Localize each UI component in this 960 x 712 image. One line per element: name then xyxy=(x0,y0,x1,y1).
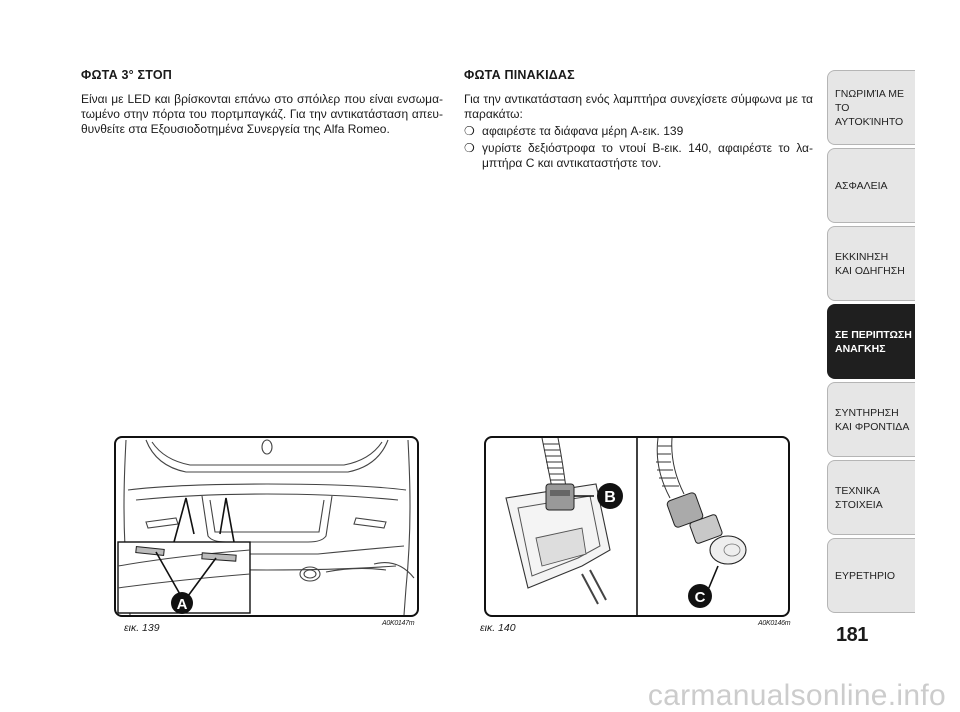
tab-label-line1: ΣΥΝΤΗΡΗΣΗ xyxy=(835,406,899,419)
bullet-icon: ❍ xyxy=(464,124,475,138)
lamp-holder-illustration xyxy=(486,438,788,615)
tab-label-line2: ΑΝΑΓΚΗΣ xyxy=(835,342,886,355)
tab-label-line1: ΤΕΧΝΙΚΑ xyxy=(835,484,880,497)
section-intro: Για την αντικατάσταση ενός λαμπτήρα συνεχίσετε σύμφωνα με τα παρακάτω: xyxy=(464,92,813,121)
tab-starting-driving[interactable] xyxy=(827,226,915,301)
tab-technical-data[interactable] xyxy=(827,460,915,535)
section-title: ΦΩΤΑ 3° ΣΤΟΠ xyxy=(81,68,172,82)
tab-label-line1: ΓΝΩΡΙΜΊΑ ΜΕ ΤΟ xyxy=(835,87,905,114)
tab-maintenance[interactable] xyxy=(827,382,915,457)
bullet-icon: ❍ xyxy=(464,141,475,155)
socket-b xyxy=(546,484,574,510)
figure-139 xyxy=(114,436,419,617)
tab-label-line2: ΚΑΙ ΦΡΟΝΤΙΔΑ xyxy=(835,420,910,433)
tab-index[interactable] xyxy=(827,538,915,613)
list-item xyxy=(464,124,813,139)
tab-label-line1: ΑΣΦΑΛΕΙΑ xyxy=(835,179,888,192)
instruction-list xyxy=(464,124,813,171)
figure-140-caption: εικ. 140 xyxy=(480,622,516,634)
car-rear-illustration xyxy=(116,438,417,615)
section-title: ΦΩΤΑ ΠΙΝΑΚΙΔΑΣ xyxy=(464,68,575,82)
section-third-brake-light xyxy=(81,68,443,137)
figure-140-code: A0K0146m xyxy=(758,620,791,627)
tab-label-line1: ΕΚΚΙΝΗΣΗ xyxy=(835,250,889,263)
tab-label-line2: ΚΑΙ ΟΔΗΓΗΣΗ xyxy=(835,264,905,277)
callout-c-label: C xyxy=(694,589,706,606)
section-plate-lights xyxy=(464,68,813,173)
list-item-text: γυρίστε δεξιόστροφα το ντουί B-εικ. 140, αφαιρέστε το λα-μπτήρα C και αντικαταστήστε τον. xyxy=(482,141,813,170)
tab-safety[interactable] xyxy=(827,148,915,223)
tab-label-line2: ΑΥΤΟΚΊΝΗΤΟ xyxy=(835,115,904,128)
chapter-tabs xyxy=(827,70,917,616)
watermark: carmanualsonline.info xyxy=(647,679,946,712)
tab-label-line1: ΣΕ ΠΕΡΙΠΤΩΣΗ xyxy=(835,328,912,341)
callout-b-label: B xyxy=(604,489,616,506)
tab-label-line1: ΕΥΡΕΤΗΡΙΟ xyxy=(835,569,896,582)
figure-139-caption: εικ. 139 xyxy=(124,622,160,634)
callout-a-label: A xyxy=(176,596,188,613)
tab-getting-to-know[interactable] xyxy=(827,70,915,145)
bulb-c xyxy=(710,536,746,564)
page-number: 181 xyxy=(836,624,868,646)
figure-139-code: A0K0147m xyxy=(382,620,415,627)
list-item xyxy=(464,141,813,171)
tab-emergency[interactable] xyxy=(827,304,915,379)
figure-140 xyxy=(484,436,790,617)
tab-label-line2: ΣΤΟΙΧΕΙΑ xyxy=(835,498,883,511)
list-item-text: αφαιρέστε τα διάφανα μέρη A-εικ. 139 xyxy=(482,124,684,138)
section-body: Είναι με LED και βρίσκονται επάνω στο σπόιλερ που είναι ενσωμα-τωμένο στην πόρτα του πορτμπαγκάζ. Για την αντικατάσταση απευ-θυνθείτε στα Εξουσιοδοτημένα Συνεργεία της Alfa Romeo. xyxy=(81,92,443,136)
